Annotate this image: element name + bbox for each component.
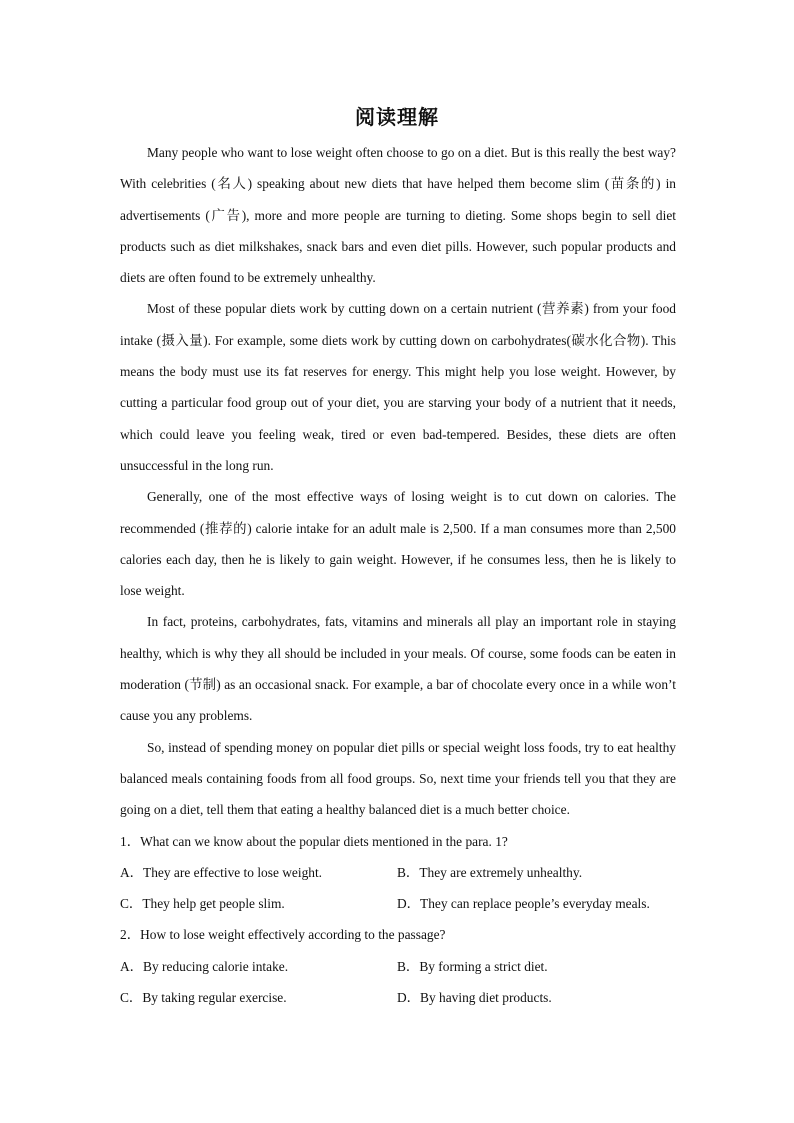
question-1-option-b: B．They are extremely unhealthy. <box>397 864 583 880</box>
passage-paragraph-3: Generally, one of the most effective ways of losing weight is to cut down on calories. The recommended (推荐的) calorie intake for an adult male is 2,500. If a man consumes more than 2,500 calories each day, then he is likely to gain weight. However, if he consumes less, then he is likely to lose weight. <box>120 489 676 599</box>
question-1-option-a: A．They are effective to lose weight. <box>120 864 323 880</box>
question-1-option-c: C．They help get people slim. <box>120 896 285 912</box>
passage-paragraph-1: Many people who want to lose weight often choose to go on a diet. But is this really the best way? With celebrities (名人) speaking about new diets that have helped them become slim (苗条的) in advertisements (广告), more and more people are turning to dieting. Some shops begin to sell diet products such as diet milkshakes, snack bars and even diet pills. However, such popular products and diets are often found to be extremely unhealthy. <box>120 145 676 286</box>
question-1-options-row-1 <box>120 857 676 888</box>
passage-paragraph-4: In fact, proteins, carbohydrates, fats, vitamins and minerals all play an important role in staying healthy, which is why they all should be included in your meals. Of course, some foods can be eaten in moderation (节制) as an occasional snack. For example, a bar of chocolate every once in a while won’t cause you any problems. <box>120 614 676 724</box>
passage-paragraph-2: Most of these popular diets work by cutting down on a certain nutrient (营养素) from your food intake (摄入量). For example, some diets work by cutting down on carbohydrates(碳水化合物). This means the body must use its fat reserves for energy. This might help you lose weight. However, by cutting a particular food group out of your diet, you are starving your body of a nutrient that it needs, which could leave you feeling weak, tired or even bad-tempered. Besides, these diets are often unsuccessful in the long run. <box>120 301 676 473</box>
reading-passage <box>120 137 676 1013</box>
question-1-option-d: D．They can replace people’s everyday meals. <box>397 896 650 912</box>
question-2-option-a: A．By reducing calorie intake. <box>120 958 289 974</box>
question-2-options-row-2 <box>120 982 676 1013</box>
question-1-options-row-2 <box>120 888 676 919</box>
question-2-option-c: C．By taking regular exercise. <box>120 990 287 1006</box>
question-2-option-b: B．By forming a strict diet. <box>397 958 548 974</box>
question-2 <box>120 919 676 1013</box>
question-1-stem: 1．What can we know about the popular diets mentioned in the para. 1? <box>120 833 508 849</box>
question-2-stem: 2．How to lose weight effectively according to the passage? <box>120 927 446 943</box>
page-title: 阅读理解 <box>355 107 439 129</box>
question-1 <box>120 826 676 920</box>
passage-paragraph-5: So, instead of spending money on popular diet pills or special weight loss foods, try to eat healthy balanced meals containing foods from all food groups. So, next time your friends tell you that they are going on a diet, tell them that eating a healthy balanced diet is a much better choice. <box>120 739 676 818</box>
question-2-option-d: D．By having diet products. <box>397 990 552 1006</box>
question-2-options-row-1 <box>120 951 676 982</box>
